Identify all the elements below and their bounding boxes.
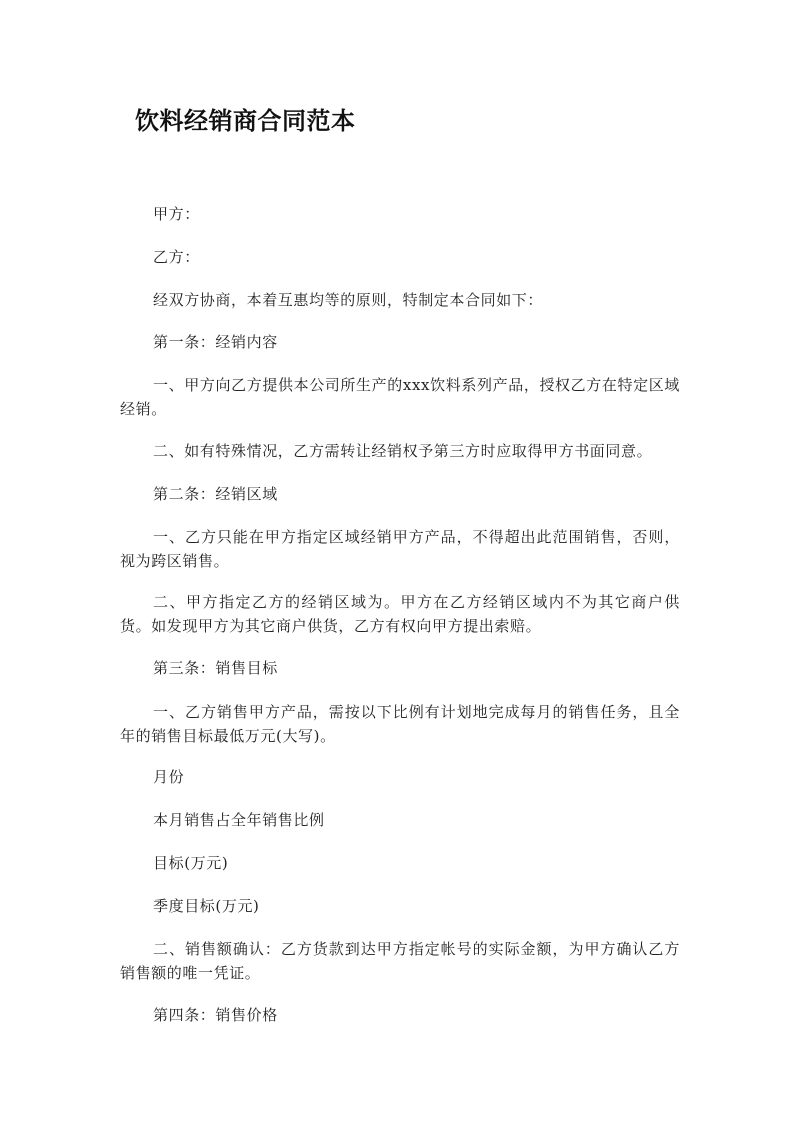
table-label-month: 月份 — [153, 768, 185, 786]
table-label-monthly-ratio: 本月销售占全年销售比例 — [153, 811, 325, 829]
article-3-clause-2: 二、销售额确认：乙方货款到达甲方指定帐号的实际金额，为甲方确认乙方销售额的唯一凭证。 — [120, 940, 680, 982]
preamble-paragraph: 经双方协商，本着互惠均等的原则，特制定本合同如下： — [153, 291, 544, 309]
article-2-clause-1: 一、乙方只能在甲方指定区域经销甲方产品，不得超出此范围销售，否则，视为跨区销售。 — [120, 528, 680, 570]
table-label-target: 目标(万元) — [153, 854, 229, 872]
article-1-heading: 第一条：经销内容 — [153, 333, 278, 351]
table-label-quarterly-target: 季度目标(万元) — [153, 897, 260, 915]
article-1-clause-2: 二、如有特殊情况，乙方需转让经销权予第三方时应取得甲方书面同意。 — [153, 442, 653, 460]
article-1-clause-1: 一、甲方向乙方提供本公司所生产的xxx饮料系列产品，授权乙方在特定区域经销。 — [120, 376, 680, 418]
article-3-clause-1: 一、乙方销售甲方产品，需按以下比例有计划地完成每月的销售任务，且全年的销售目标最低万元(大写)。 — [120, 703, 680, 745]
party-b-line: 乙方： — [153, 248, 200, 266]
article-2-heading: 第二条：经销区域 — [153, 485, 278, 503]
article-4-heading: 第四条：销售价格 — [153, 1006, 278, 1024]
article-2-clause-2: 二、甲方指定乙方的经销区域为。甲方在乙方经销区域内不为其它商户供货。如发现甲方为其它商户供货，乙方有权向甲方提出索赔。 — [120, 593, 680, 635]
party-a-line: 甲方： — [153, 205, 200, 223]
document-title: 饮料经销商合同范本 — [135, 106, 356, 135]
article-3-heading: 第三条：销售目标 — [153, 659, 278, 677]
